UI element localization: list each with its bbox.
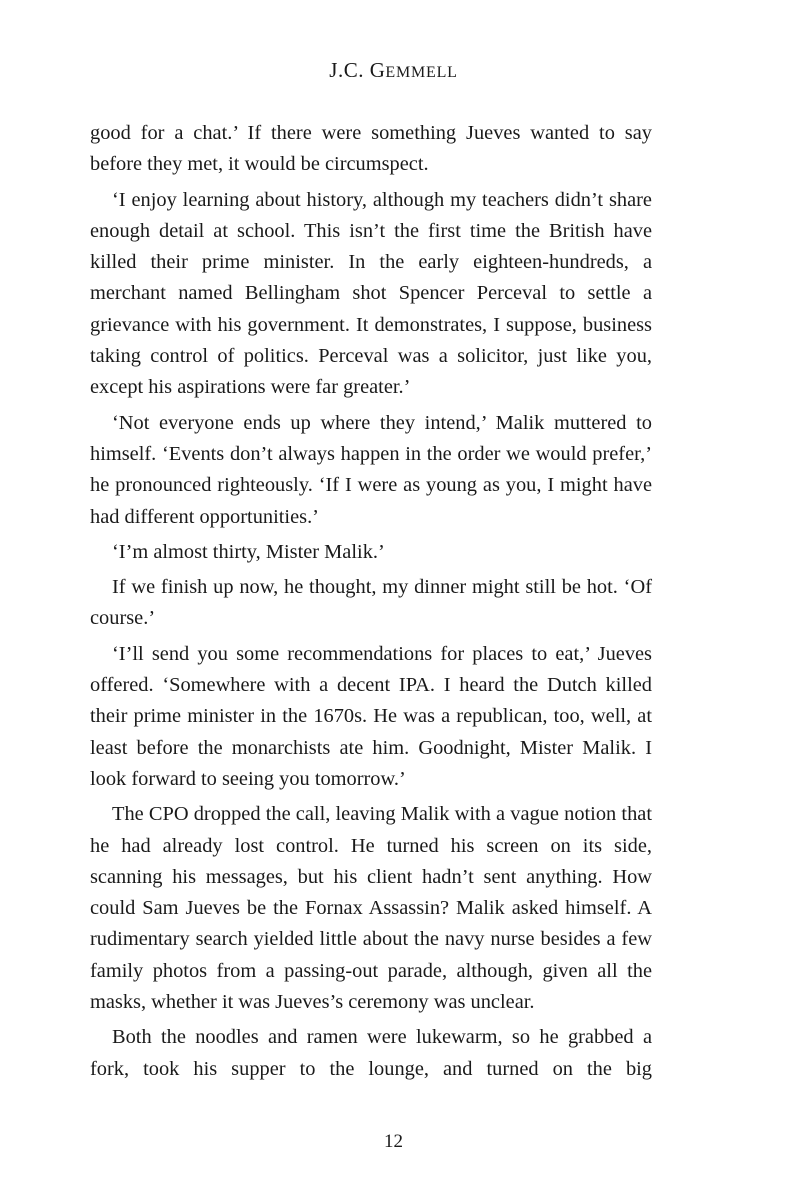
author-initials: J.C. G (329, 58, 386, 82)
paragraph: The CPO dropped the call, leaving Malik with a vague notion that he had already lost control. He turned his screen on its side, scanning his messages, but his client hadn’t sent anything. How could Sam Jueves be the Fornax Assassin? Malik asked himself. A rudimentary search yielded little about the navy nurse besides a few family photos from a passing-out parade, although, given all the masks, whether it was Jueves’s ceremony was unclear. (90, 803, 652, 1014)
paragraph: ‘I enjoy learning about history, although my teachers didn’t share enough detail at school. This isn’t the first time the British have killed their prime minister. In the early eighteen-hundreds, a merchant named Bellingham shot Spencer Perceval to settle a grievance with his government. It demonstrates, I suppose, business taking control of politics. Perceval was a solicitor, just like you, except his aspirations were far greater.’ (90, 188, 652, 399)
paragraph-continues-next-page: Both the noodles and ramen were lukewarm, so he grabbed a fork, took his supper to the lounge, and turned on the big (90, 1026, 652, 1080)
paragraph: If we finish up now, he thought, my dinner might still be hot. ‘Of course.’ (90, 576, 652, 630)
paragraph-continuation: good for a chat.’ If there were something Jueves wanted to say before they met, it would be circumspect. (90, 122, 652, 176)
paragraph: ‘I’ll send you some recommendations for places to eat,’ Jueves offered. ‘Somewhere with a decent IPA. I heard the Dutch killed their prime minister in the 1670s. He was a republican, too, well, at least before the monarchists ate him. Goodnight, Mister Malik. I look forward to seeing you tomorrow.’ (90, 642, 652, 790)
body-text (90, 118, 652, 1089)
author-surname-smallcaps: EMMELL (385, 64, 458, 81)
running-head-author (0, 58, 787, 83)
paragraph: ‘I’m almost thirty, Mister Malik.’ (112, 540, 385, 563)
paragraph: ‘Not everyone ends up where they intend,’ Malik muttered to himself. ‘Events don’t always happen in the order we would prefer,’ he pronounced righteously. ‘If I were as young as you, I might have had different opportunities.’ (90, 411, 652, 528)
page-number: 12 (384, 1131, 403, 1152)
